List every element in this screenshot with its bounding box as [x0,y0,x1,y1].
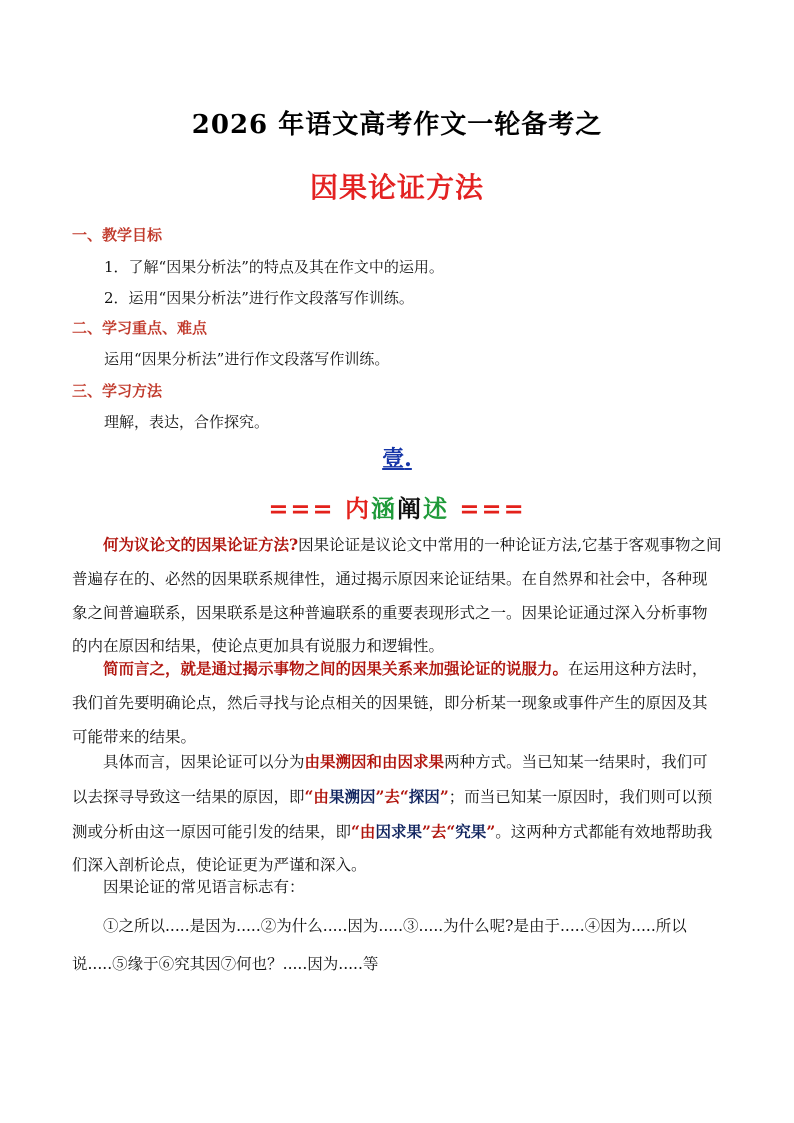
method-item: 理解，表达，合作探究。 [104,413,270,431]
key-point-item: 运用“因果分析法”进行作文段落写作训练。 [104,350,390,368]
section-title: === 内涵阐述 === [268,494,526,523]
document-title: 2026 年语文高考作文一轮备考之 [191,110,603,140]
section-heading-key-points: 二、学习重点、难点 [72,319,208,337]
objective-item-2: 2．运用“因果分析法”进行作文段落写作训练。 [104,289,414,307]
paragraph-lead: 何为议论文的因果论证方法? [103,535,299,554]
section-heading-methods: 三、学习方法 [72,382,163,400]
document-subtitle: 因果论证方法 [309,171,484,204]
paragraph-types: 具体而言，因果论证可以分为由果溯因和由因求果两种方式。当已知某一结果时，我们可以去探寻导致这一结果的原因，即“由果溯因”去“探因”；而当已知某一原因时，我们则可以预测或分析由这一原因可能引发的结果，即“由因求果”去“究果”。这两种方式都能有效地帮助我们深入剖析论点，使论证更为严谨和深入。 [72,752,713,875]
title-dash-right: === [459,494,526,523]
paragraph-definition: 何为议论文的因果论证方法?因果论证是议论文中常用的一种论证方法,它基于客观事物之间普遍存在的、必然的因果联系规律性，通过揭示原因来论证结果。在自然界和社会中，各种现象之间普遍联系，因果联系是这种普遍联系的重要表现形式之一。因果论证通过深入分析事物的内在原因和结果，使论点更加具有说服力和逻辑性。 [72,535,722,656]
paragraph-summary: 简而言之，就是通过揭示事物之间的因果关系来加强论证的说服力。在运用这种方法时，我们首先要明确论点，然后寻找与论点相关的因果链，即分析某一现象或事件产生的原因及其可能带来的结果。 [72,659,708,746]
title-dash-left: === [268,494,335,523]
objective-item-1: 1．了解“因果分析法”的特点及其在作文中的运用。 [104,258,444,276]
section-number: 壹. [382,446,412,472]
paragraph-lead: 简而言之，就是通过揭示事物之间的因果关系来加强论证的说服力。 [103,659,569,678]
paragraph-markers-intro: 因果论证的常见语言标志有： [103,878,305,896]
paragraph-markers-list: ①之所以.....是因为.....②为什么.....因为.....③.....为什么呢?是由于.....④因为.....所以说.....⑤缘于⑥究其因⑦何也？.....因为.....等 [72,917,687,973]
section-heading-objectives: 一、教学目标 [72,226,163,244]
